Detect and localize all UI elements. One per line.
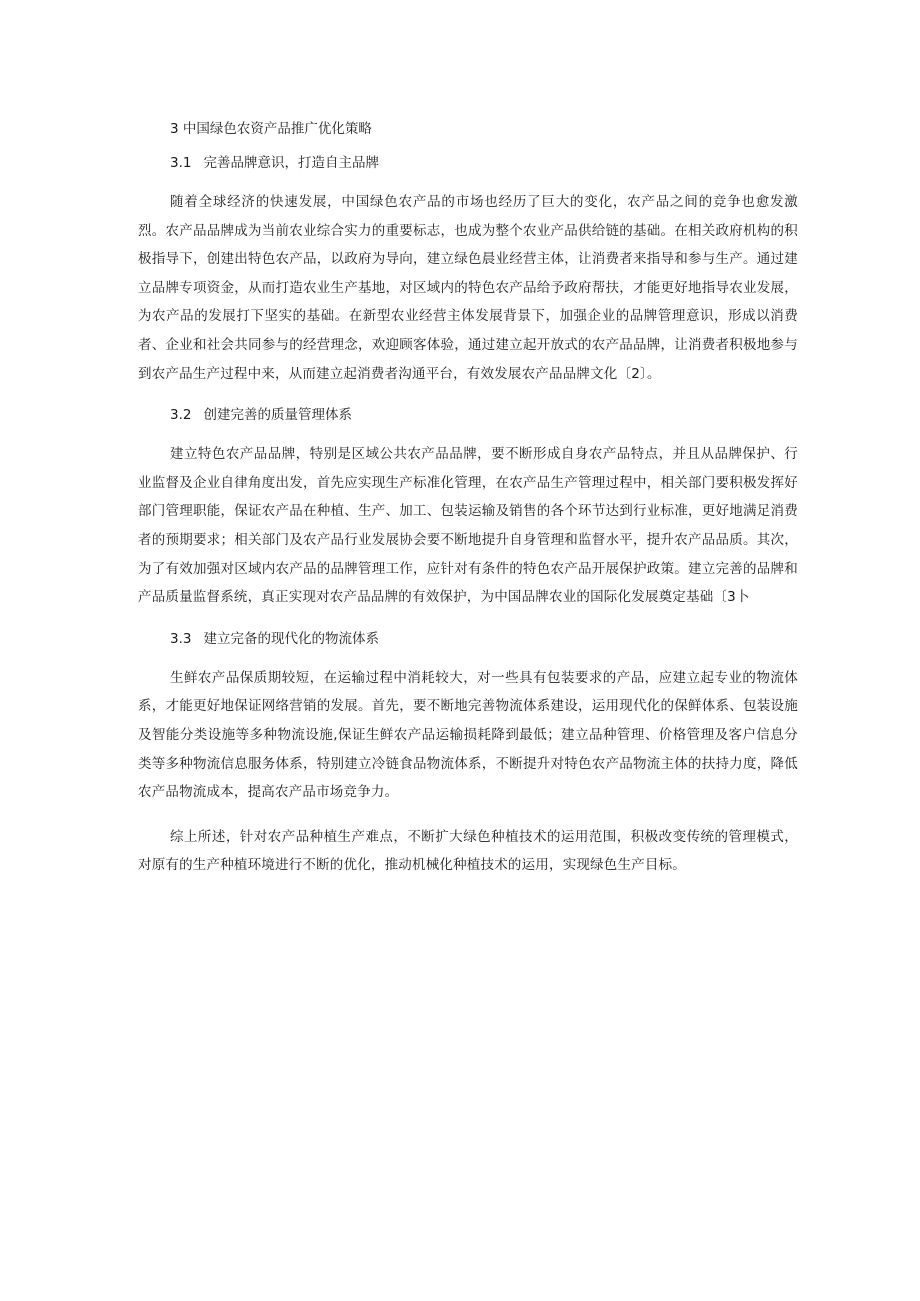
subsection-heading-3-2 — [170, 404, 798, 426]
subsection-number: 3.3 — [170, 630, 192, 647]
subsection-number: 3.2 — [170, 407, 192, 424]
subsection-heading-3-1 — [170, 152, 798, 174]
paragraph-3-1: 随着全球经济的快速发展，中国绿色农产品的市场也经历了巨大的变化，农产品之间的竞争也愈发激烈。农产品品牌成为当前农业综合实力的重要标志，也成为整个农业产品供给链的基础。在相关政府机构的积极指导下，创建出特色农产品，以政府为导向，建立绿色晨业经营主体，让消费者来指导和参与生产。通过建立品牌专项资金，从而打造农业生产基地，对区域内的特色农产品给予政府帮扶，才能更好地指导农业发展，为农产品的发展打下坚实的基础。在新型农业经营主体发展背景下，加强企业的品牌管理意识，形成以消费者、企业和社会共同参与的经营理念，欢迎顾客体验，通过建立起开放式的农产品品牌，让消费者积极地参与到农产品生产过程中来，从而建立起消费者沟通平台，有效发展农产品品牌文化〔2〕。 — [138, 194, 798, 382]
conclusion-paragraph: 综上所述，针对农产品种植生产难点，不断扩大绿色种植技术的运用范围，积极改变传统的管理模式，对原有的生产种植环境进行不断的优化，推动机械化种植技术的运用，实现绿色生产目标。 — [138, 828, 798, 874]
subsection-title: 建立完备的现代化的物流体系 — [203, 630, 379, 647]
document-page — [138, 118, 798, 896]
subsection-title: 完善品牌意识，打造自主品牌 — [203, 155, 379, 171]
paragraph-3-2: 建立特色农产品品牌，特别是区域公共农产品品牌，要不断形成自身农产品特点，并且从品牌保护、行业监督及企业自律角度出发，首先应实现生产标准化管理，在农产品生产管理过程中，相关部门要积极发挥好部门管理职能，保证农产品在种植、生产、加工、包装运输及销售的各个环节达到行业标准，更好地满足消费者的预期要求；相关部门及农产品行业发展协会要不断地提升自身管理和监督水平，提升农产品品质。其次，为了有效加强对区域内农产品的品牌管理工作，应针对有条件的特色农产品开展保护政策。建立完善的品牌和产品质量监督系统，真正实现对农产品品牌的有效保护，为中国品牌农业的国际化发展奠定基础〔3卜 — [138, 446, 798, 606]
paragraph-3-3: 生鲜农产品保质期较短，在运输过程中消耗较大，对一些具有包装要求的产品，应建立起专业的物流体系，才能更好地保证网络营销的发展。首先，要不断地完善物流体系建设，运用现代化的保鲜体系、包装设施及智能分类设施等多种物流设施,保证生鲜农产品运输损耗降到最低；建立品种管理、价格管理及客户信息分类等多种物流信息服务体系，特别建立冷链食品物流体系，不断提升对特色农产品物流主体的扶持力度，降低农产品物流成本，提高农产品市场竞争力。 — [138, 669, 798, 801]
section-heading: 3 中国绿色农资产品推广优化策略 — [170, 121, 372, 137]
subsection-heading-3-3 — [170, 628, 798, 650]
subsection-title: 创建完善的质量管理体系 — [203, 407, 352, 424]
subsection-number: 3.1 — [170, 155, 192, 171]
